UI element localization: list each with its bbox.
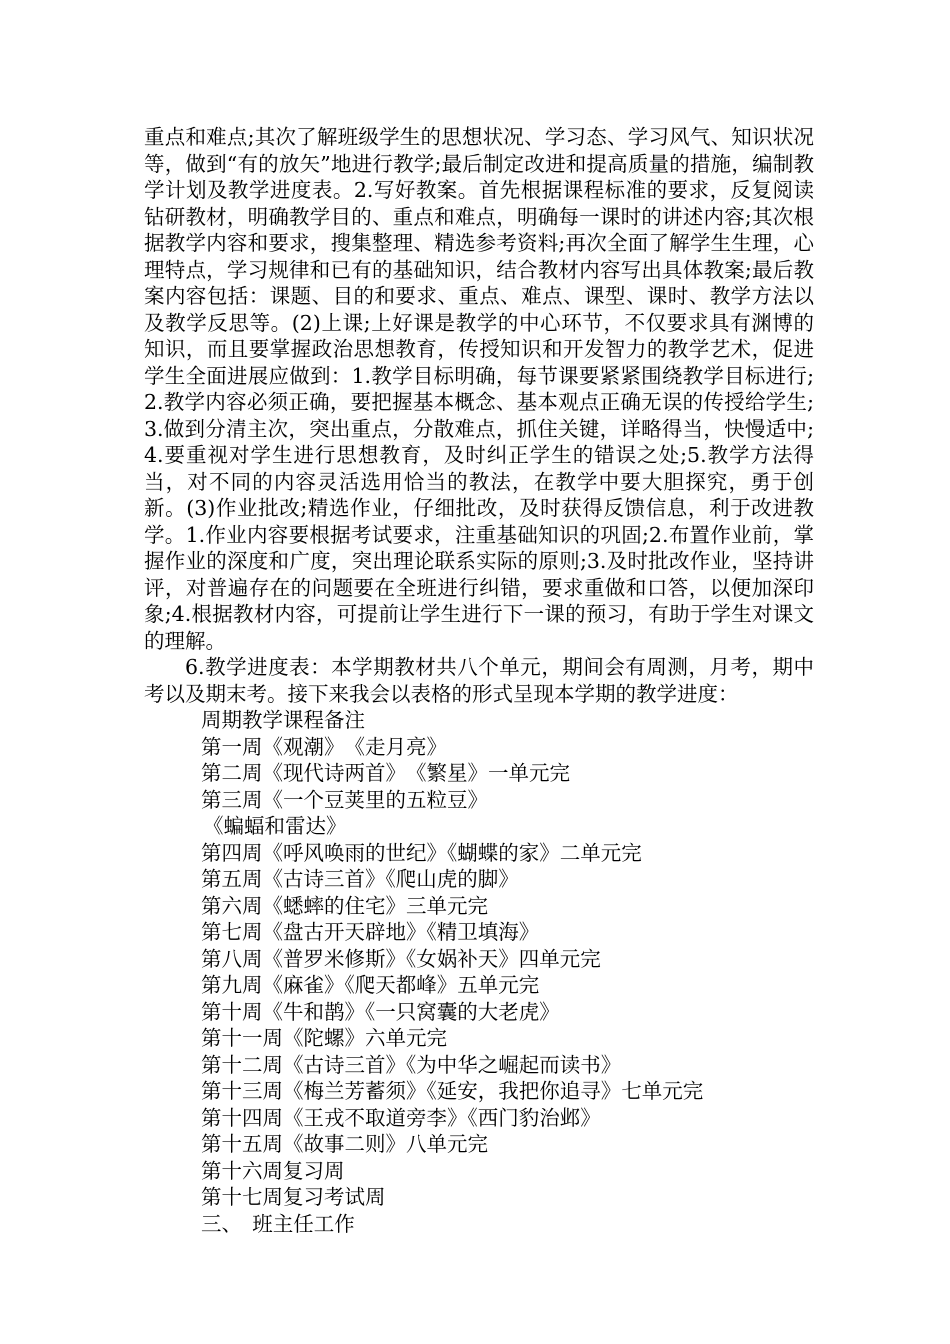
- schedule-row: 第五周《古诗三首》《爬山虎的脚》: [201, 867, 519, 891]
- schedule-row: 第十四周《王戎不取道旁李》《西门豹治邺》: [201, 1105, 601, 1130]
- schedule-row: 第十二周《古诗三首》《为中华之崛起而读书》: [201, 1052, 622, 1077]
- body-paragraph-teaching-methods: 重点和难点;其次了解班级学生的思想状况、学习态、学习风气、知识状况等，做到“有的放矢”地进行教学;最后制定改进和提高质量的措施，编制教学计划及教学进度表。2.写好教案。首先根据课程标准的要求，反复阅读钻研教材，明确教学目的、重点和难点，明确每一课时的讲述内容;其次根据教学内容和要求，搜集整理、精选参考资料;再次全面了解学生生理，心理特点，学习规律和已有的基础知识，结合教材内容写出具体教案;最后教案内容包括：课题、目的和要求、重点、难点、课型、课时、教学方法以及教学反思等。(2)上课;上好课是教学的中心环节，不仅要求具有渊博的知识，而且要掌握政治思想教育，传授知识和开发智力的教学艺术，促进学生全面进展应做到：1.教学目标明确，每节课要紧紧围绕教学目标进行;2.教学内容必须正确，要把握基本概念、基本观点正确无误的传授给学生;3.做到分清主次，突出重点，分散难点，抓住关键，详略得当，快慢适中;4.要重视对学生进行思想教育，及时纠正学生的错误之处;5.教学方法得当，对不同的内容灵活选用恰当的教法，在教学中要大胆探究，勇于创新。(3)作业批改;精选作业，仔细批改，及时获得反馈信息，利于改进教学。1.作业内容要根据考试要求，注重基础知识的巩固;2.布置作业前，掌握作业的深度和广度，突出理论联系实际的原则;3.及时批改作业，坚持讲评，对普遍存在的问题要在全班进行纠错，要求重做和口答，以便加深印象;4.根据教材内容，可提前让学生进行下一课的预习，有助于学生对课文的理解。: [144, 125, 814, 653]
- schedule-row: 第十周《牛和鹊》《一只窝囊的大老虎》: [201, 999, 560, 1024]
- schedule-row: 《蝙蝠和雷达》: [203, 814, 347, 838]
- schedule-row: 第四周《呼风唤雨的世纪》《蝴蝶的家》二单元完: [201, 840, 642, 865]
- schedule-row: 第七周《盘古开天辟地》《精卫填海》: [201, 920, 540, 944]
- schedule-row: 第一周《观潮》 《走月亮》: [201, 734, 447, 759]
- schedule-row: 第二周《现代诗两首》 《繁星》一单元完: [201, 761, 570, 785]
- body-paragraph-schedule-intro: 6.教学进度表：本学期教材共八个单元，期间会有周测，月考，期中考以及期末考。接下来我会以表格的形式呈现本学期的教学进度：: [144, 655, 814, 706]
- schedule-row: 第十七周复习考试周: [201, 1185, 386, 1209]
- schedule-header: 周期教学课程备注: [201, 708, 365, 732]
- schedule-row: 第九周《麻雀》《爬天都峰》五单元完: [201, 973, 540, 997]
- document-page: [144, 124, 814, 1237]
- schedule-row: 第十三周《梅兰芳蓄须》《延安，我把你追寻》七单元完: [201, 1079, 704, 1103]
- schedule-list: [144, 707, 814, 1237]
- schedule-row: 第十一周《陀螺》六单元完: [201, 1026, 447, 1050]
- schedule-row: 第八周《普罗米修斯》《女娲补天》四单元完: [201, 946, 601, 971]
- schedule-row: 第十六周复习周: [201, 1158, 345, 1183]
- schedule-row: 第六周《蟋蟀的住宅》三单元完: [201, 893, 488, 918]
- schedule-row: 第十五周《故事二则》八单元完: [201, 1132, 488, 1156]
- schedule-row: 第三周《一个豆荚里的五粒豆》: [201, 787, 488, 812]
- section-heading: 三、 班主任工作: [201, 1211, 355, 1236]
